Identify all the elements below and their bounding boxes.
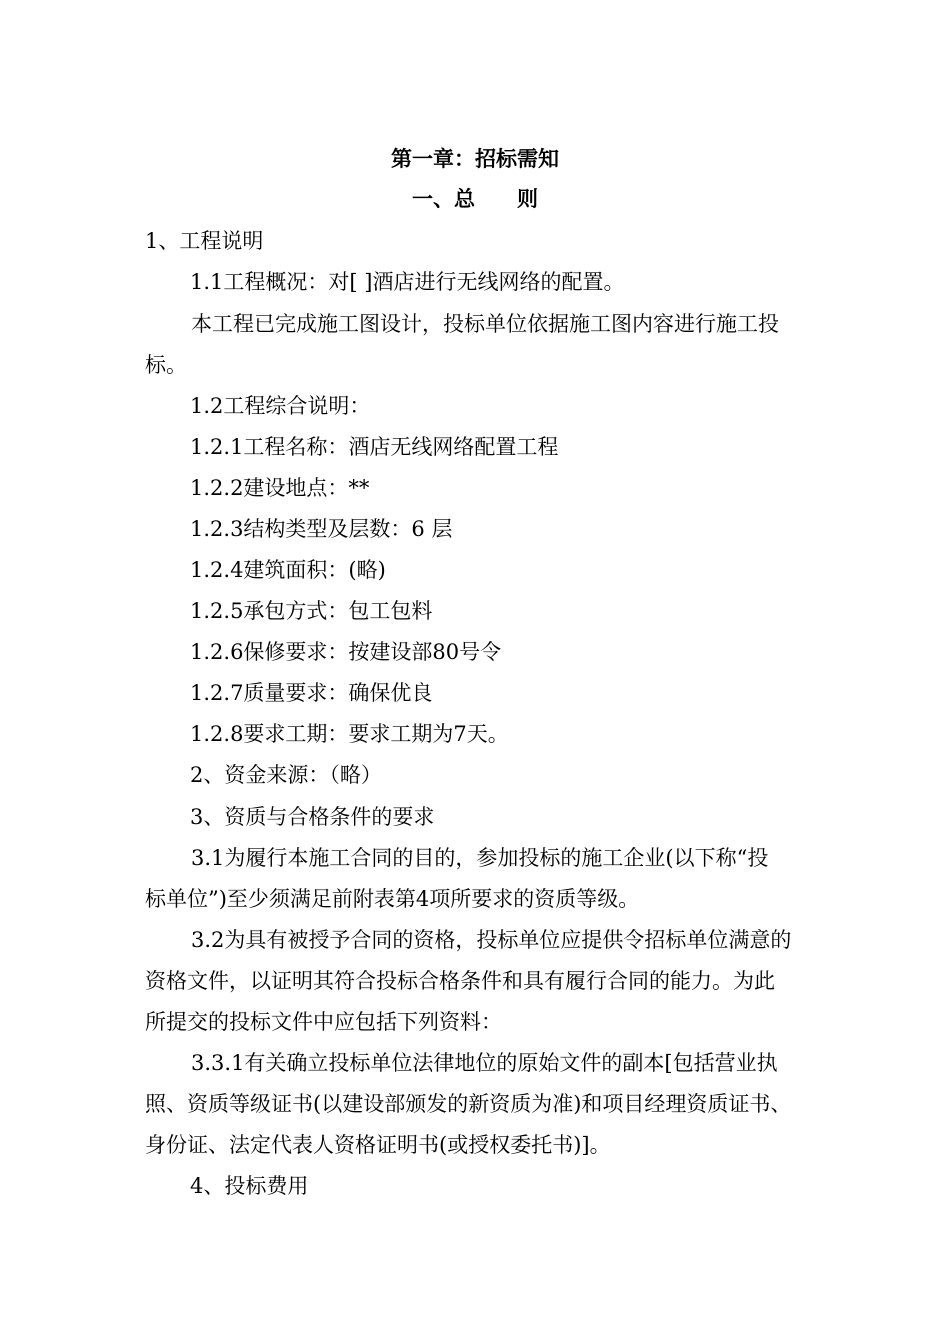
paragraph-line: 照、资质等级证书(以建设部颁发的新资质为准)和项目经理资质证书、 [145, 1092, 792, 1116]
paragraph-line: 资格文件，以证明其符合投标合格条件和具有履行合同的能力。为此 [145, 969, 775, 993]
paragraph-line: 1.2.3结构类型及层数：6 层 [190, 517, 453, 541]
paragraph-line: 3.2为具有被授予合同的资格，投标单位应提供令招标单位满意的 [191, 928, 792, 952]
paragraph-line: 2、资金来源：（略） [190, 763, 382, 787]
paragraph-line: 1.2.7质量要求：确保优良 [190, 681, 433, 705]
paragraph-line: 1.2.5承包方式：包工包料 [190, 599, 433, 623]
paragraph-line: 1.2.2建设地点：** [190, 476, 370, 500]
paragraph-line: 3、资质与合格条件的要求 [190, 805, 435, 829]
paragraph-line: 1.2.6保修要求：按建设部80号令 [190, 640, 502, 664]
paragraph-line: 标。 [145, 353, 187, 377]
chapter-title: 第一章：招标需知 [391, 146, 559, 171]
paragraph-line: 标单位”)至少须满足前附表第4项所要求的资质等级。 [145, 887, 640, 911]
paragraph-line: 1.1工程概况：对[ ]酒店进行无线网络的配置。 [190, 270, 625, 294]
paragraph-line: 4、投标费用 [190, 1174, 309, 1198]
paragraph-line: 1.2工程综合说明： [190, 394, 371, 418]
section-title: 一、总 则 [412, 186, 538, 211]
paragraph-line: 1.2.4建筑面积：(略) [190, 558, 386, 582]
paragraph-line: 所提交的投标文件中应包括下列资料： [145, 1010, 502, 1034]
paragraph-line: 1.2.1工程名称：酒店无线网络配置工程 [190, 435, 559, 459]
paragraph-line: 身份证、法定代表人资格证明书(或授权委托书)]。 [145, 1133, 611, 1157]
paragraph-line: 3.1为履行本施工合同的目的，参加投标的施工企业(以下称“投 [191, 846, 769, 870]
paragraph-line: 1.2.8要求工期：要求工期为7天。 [190, 722, 509, 746]
paragraph-line: 1、工程说明 [145, 229, 264, 253]
paragraph-line: 3.3.1有关确立投标单位法律地位的原始文件的副本[包括营业执 [191, 1051, 778, 1075]
paragraph-line: 本工程已完成施工图设计，投标单位依据施工图内容进行施工投 [191, 312, 779, 336]
